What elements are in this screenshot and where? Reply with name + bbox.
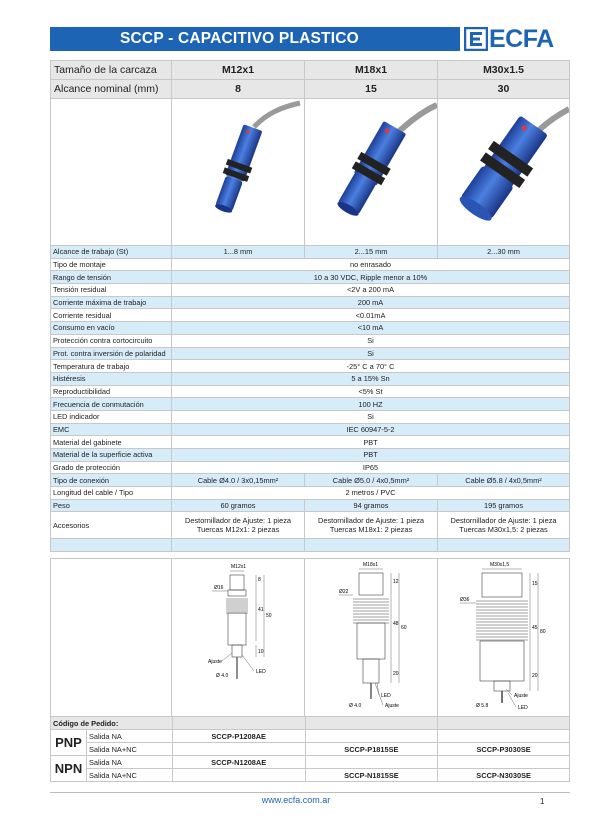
adjust-label: Ajuste bbox=[514, 693, 528, 699]
dim-label: 60 bbox=[401, 625, 407, 631]
led-label: LED bbox=[518, 705, 528, 711]
output-type: PNP bbox=[51, 730, 87, 756]
order-code: SCCP-P3030SE bbox=[438, 743, 570, 756]
spec-value: 2...15 mm bbox=[305, 246, 438, 259]
table-row bbox=[51, 398, 570, 411]
table-row bbox=[51, 410, 570, 423]
spec-label: Prot. contra inversión de polaridad bbox=[51, 347, 172, 360]
table-row bbox=[51, 512, 570, 539]
spec-value: Si bbox=[172, 334, 570, 347]
accessory-value bbox=[438, 512, 570, 539]
table-row bbox=[51, 61, 570, 80]
table-row bbox=[51, 347, 570, 360]
spec-value: PBT bbox=[172, 436, 570, 449]
spec-value: -25° C a 70° C bbox=[172, 360, 570, 373]
dim-label: 20 bbox=[393, 671, 399, 677]
accessory-line: Tuercas M18x1: 2 piezas bbox=[329, 525, 413, 535]
spec-label: Peso bbox=[51, 499, 172, 512]
drawing-m30 bbox=[438, 559, 570, 721]
spec-label: Material de la superficie activa bbox=[51, 449, 172, 462]
page-header bbox=[50, 27, 570, 51]
spec-label: Reproductibilidad bbox=[51, 385, 172, 398]
table-row bbox=[51, 461, 570, 474]
order-code: SCCP-P1208AE bbox=[172, 730, 305, 743]
order-code bbox=[438, 756, 570, 769]
spec-value: 2...30 mm bbox=[438, 246, 570, 259]
spec-value: no enrasado bbox=[172, 258, 570, 271]
table-row bbox=[51, 487, 570, 500]
spec-value: Cable Ø5.8 / 4x0,5mm² bbox=[438, 474, 570, 487]
spec-value: <0.01mA bbox=[172, 309, 570, 322]
table-row bbox=[51, 539, 570, 552]
spec-value: 5 a 15% Sn bbox=[172, 372, 570, 385]
output-label: Salida NA+NC bbox=[86, 743, 172, 756]
empty-cell bbox=[438, 717, 570, 730]
empty-cell bbox=[172, 717, 305, 730]
spec-label: Tipo de conexión bbox=[51, 474, 172, 487]
order-title: Código de Pedido: bbox=[51, 717, 173, 730]
spec-label: Tipo de montaje bbox=[51, 258, 172, 271]
product-image-m18 bbox=[305, 99, 438, 246]
order-code bbox=[172, 743, 305, 756]
dim-label: 15 bbox=[532, 581, 538, 587]
order-code: SCCP-N3030SE bbox=[438, 769, 570, 782]
spec-value: 195 gramos bbox=[438, 499, 570, 512]
logo-mark-icon bbox=[464, 27, 488, 51]
adjust-label: Ajuste bbox=[385, 703, 399, 709]
order-code: SCCP-N1208AE bbox=[172, 756, 305, 769]
table-row bbox=[51, 717, 570, 730]
dim-thread-label: M30x1,5 bbox=[490, 562, 510, 568]
table-row bbox=[51, 436, 570, 449]
order-code bbox=[305, 730, 438, 743]
dim-thread-label: M18x1 bbox=[363, 562, 379, 568]
dim-label: 20 bbox=[532, 673, 538, 679]
spec-value: <5% St bbox=[172, 385, 570, 398]
cable-diameter-label: Ø 4.0 bbox=[216, 673, 229, 679]
spec-value: 94 gramos bbox=[305, 499, 438, 512]
spec-value: Cable Ø4.0 / 3x0,15mm² bbox=[172, 474, 305, 487]
order-code bbox=[438, 730, 570, 743]
dim-label: 45 bbox=[532, 625, 538, 631]
spec-value: Si bbox=[172, 410, 570, 423]
order-code: SCCP-N1815SE bbox=[305, 769, 438, 782]
order-code bbox=[172, 769, 305, 782]
led-label: LED bbox=[256, 669, 266, 675]
empty-cell bbox=[438, 539, 570, 552]
table-row bbox=[51, 258, 570, 271]
spec-value: 2 metros / PVC bbox=[172, 487, 570, 500]
accessory-line: Tuercas M30x1,5: 2 piezas bbox=[459, 525, 548, 535]
spec-label: Corriente máxima de trabajo bbox=[51, 296, 172, 309]
spec-table bbox=[50, 60, 570, 552]
dim-label: 12 bbox=[393, 579, 399, 585]
table-row bbox=[51, 322, 570, 335]
page-number: 1 bbox=[540, 797, 545, 806]
spec-label: Material del gabinete bbox=[51, 436, 172, 449]
accessory-line: Destornillador de Ajuste: 1 pieza bbox=[450, 515, 557, 525]
table-row bbox=[51, 499, 570, 512]
housing-size: M12x1 bbox=[172, 61, 305, 80]
adjust-label: Ajuste bbox=[208, 659, 222, 665]
spec-value: 60 gramos bbox=[172, 499, 305, 512]
housing-size: M18x1 bbox=[305, 61, 438, 80]
drawing-m12 bbox=[172, 559, 305, 721]
table-row bbox=[51, 423, 570, 436]
spec-label: EMC bbox=[51, 423, 172, 436]
dim-flat-label: Ø22 bbox=[339, 589, 349, 595]
product-images-row bbox=[51, 99, 570, 246]
ecfa-logo bbox=[464, 26, 572, 52]
empty-cell bbox=[51, 539, 172, 552]
footer-url[interactable]: www.ecfa.com.ar bbox=[261, 795, 331, 805]
nominal-range: 30 bbox=[438, 80, 570, 99]
table-row bbox=[51, 80, 570, 99]
output-type: NPN bbox=[51, 756, 87, 782]
cable-diameter-label: Ø 5.8 bbox=[476, 703, 489, 709]
product-image-m30 bbox=[438, 99, 570, 246]
table-row bbox=[51, 360, 570, 373]
dim-label: 50 bbox=[266, 613, 272, 619]
row-label: Alcance nominal (mm) bbox=[51, 80, 172, 99]
table-row bbox=[51, 385, 570, 398]
spec-value: <2V a 200 mA bbox=[172, 284, 570, 297]
accessory-line: Destornillador de Ajuste: 1 pieza bbox=[185, 515, 291, 525]
output-label: Salida NA bbox=[86, 730, 172, 743]
spec-label: Protección contra cortocircuito bbox=[51, 334, 172, 347]
product-image-m12 bbox=[172, 99, 305, 246]
footer-divider bbox=[50, 792, 570, 793]
spec-label: Frecuencia de conmutación bbox=[51, 398, 172, 411]
order-code-table bbox=[50, 716, 570, 782]
order-code bbox=[305, 756, 438, 769]
order-code: SCCP-P1815SE bbox=[305, 743, 438, 756]
housing-size: M30x1.5 bbox=[438, 61, 570, 80]
dim-thread-label: M12x1 bbox=[231, 564, 247, 570]
spec-label: Consumo en vacío bbox=[51, 322, 172, 335]
dimension-drawings bbox=[50, 558, 570, 721]
accessory-line: Destornillador de Ajuste: 1 pieza bbox=[318, 515, 424, 525]
spec-value: 10 a 30 VDC, Ripple menor a 10% bbox=[172, 271, 570, 284]
spec-label: Grado de protección bbox=[51, 461, 172, 474]
spec-value: 100 HZ bbox=[172, 398, 570, 411]
table-row bbox=[51, 271, 570, 284]
dim-label: 48 bbox=[393, 621, 399, 627]
empty-cell bbox=[305, 717, 438, 730]
table-row bbox=[51, 730, 570, 743]
spec-label: LED indicador bbox=[51, 410, 172, 423]
empty-cell bbox=[172, 539, 305, 552]
table-row bbox=[51, 756, 570, 769]
nominal-range: 15 bbox=[305, 80, 438, 99]
table-row bbox=[51, 743, 570, 756]
table-row bbox=[51, 769, 570, 782]
dim-label: 41 bbox=[258, 607, 264, 613]
spec-value: Si bbox=[172, 347, 570, 360]
output-label: Salida NA+NC bbox=[86, 769, 172, 782]
table-row bbox=[51, 309, 570, 322]
empty-cell bbox=[51, 559, 172, 721]
page-title: SCCP - CAPACITIVO PLASTICO bbox=[50, 27, 460, 51]
dim-flat-label: Ø16 bbox=[214, 585, 224, 591]
accessory-value bbox=[305, 512, 438, 539]
led-label: LED bbox=[381, 693, 391, 699]
spec-label: Histéresis bbox=[51, 372, 172, 385]
spec-value: Cable Ø5.0 / 4x0,5mm² bbox=[305, 474, 438, 487]
dim-label: 10 bbox=[258, 649, 264, 655]
spec-label: Rango de tensión bbox=[51, 271, 172, 284]
empty-cell bbox=[305, 539, 438, 552]
accessory-line: Tuercas M12x1: 2 piezas bbox=[196, 525, 280, 535]
spec-value: <10 mA bbox=[172, 322, 570, 335]
spec-label: Temperatura de trabajo bbox=[51, 360, 172, 373]
spec-label: Alcance de trabajo (St) bbox=[51, 246, 172, 259]
table-row bbox=[51, 372, 570, 385]
output-label: Salida NA bbox=[86, 756, 172, 769]
table-row bbox=[51, 296, 570, 309]
spec-value: 1...8 mm bbox=[172, 246, 305, 259]
accessory-value bbox=[172, 512, 305, 539]
spec-value: IEC 60947-5-2 bbox=[172, 423, 570, 436]
dim-flat-label: Ø36 bbox=[460, 597, 470, 603]
logo-text: ECFA bbox=[489, 25, 554, 53]
spec-label: Tensión residual bbox=[51, 284, 172, 297]
row-label: Tamaño de la carcaza bbox=[51, 61, 172, 80]
spec-label: Corriente residual bbox=[51, 309, 172, 322]
spec-label: Accesorios bbox=[51, 512, 172, 539]
dim-label: 8 bbox=[258, 577, 261, 583]
table-row bbox=[51, 246, 570, 259]
spec-value: 200 mA bbox=[172, 296, 570, 309]
spec-value: PBT bbox=[172, 449, 570, 462]
spec-label: Longitud del cable / Tipo bbox=[51, 487, 172, 500]
nominal-range: 8 bbox=[172, 80, 305, 99]
spec-value: IP65 bbox=[172, 461, 570, 474]
table-row bbox=[51, 449, 570, 462]
cable-diameter-label: Ø 4.0 bbox=[349, 703, 362, 709]
table-row bbox=[51, 284, 570, 297]
table-row bbox=[51, 334, 570, 347]
dim-label: 80 bbox=[540, 629, 546, 635]
drawing-m18 bbox=[305, 559, 438, 721]
empty-cell bbox=[51, 99, 172, 246]
table-row bbox=[51, 474, 570, 487]
